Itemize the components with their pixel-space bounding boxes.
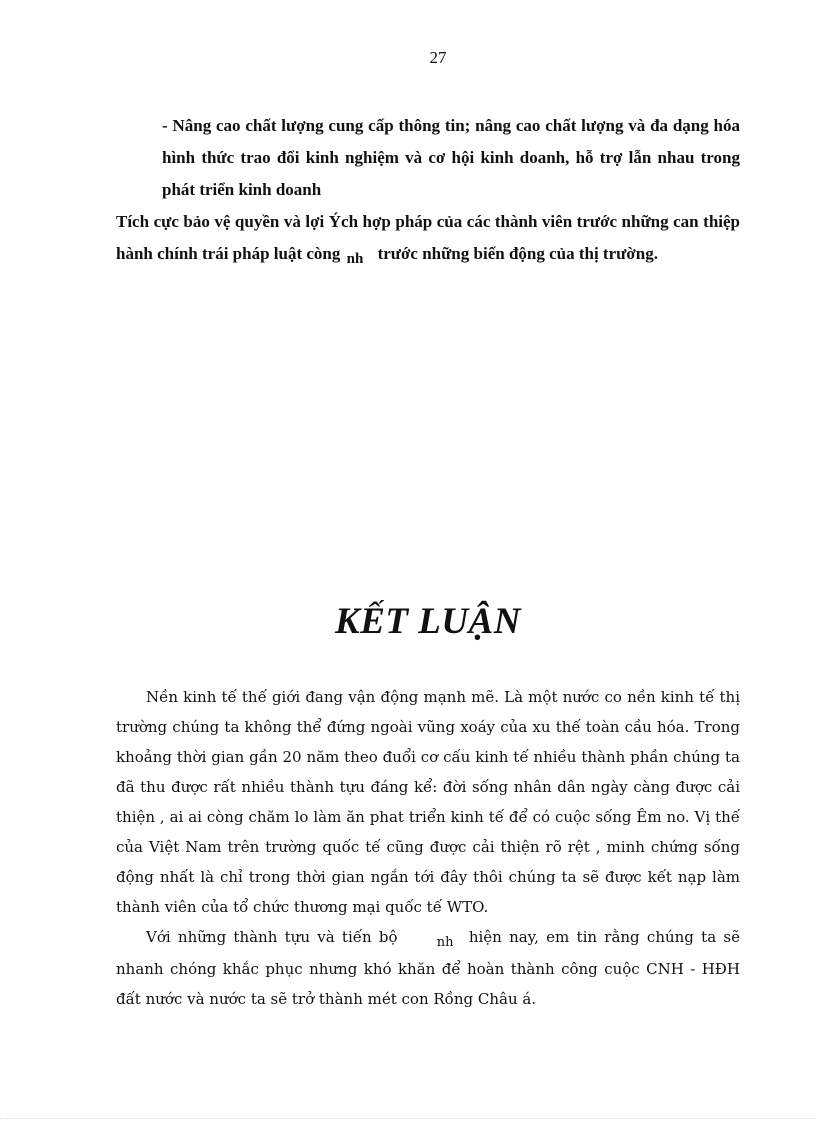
top-paragraph-2-text-before: Tích cực bảo vệ quyền và lợi Ých hợp pháp của các thành viên trước những can thiệp hành chính trái pháp luật còng	[116, 212, 740, 263]
top-paragraph-2	[116, 206, 740, 271]
conclusion-body	[116, 682, 740, 1014]
conclusion-paragraph-2-subscript: nh	[436, 935, 454, 950]
page-bottom-rule	[0, 1118, 816, 1119]
conclusion-paragraph-2-text-before: Với những thành tựu và tiến bộ	[146, 928, 398, 946]
top-paragraph-2-text-after: trước những biến động của thị trường.	[377, 244, 658, 263]
dash-paragraph-text: - Nâng cao chất lượng cung cấp thông tin; nâng cao chất lượng và đa dạng hóa hình thức trao đổi kinh nghiệm và cơ hội kinh doanh, hỗ trợ lẫn nhau trong phát triển kinh doanh	[162, 116, 740, 199]
conclusion-paragraph-1: Nền kinh tế thế giới đang vận động mạnh mẽ. Là một nước co nền kinh tế thị trường chúng ta không thể đứng ngoài vũng xoáy của xu thế toàn cầu hóa. Trong khoảng thời gian gần 20 năm theo đuổi cơ cấu kinh tế nhiều thành phần chúng ta đã thu được rất nhiều thành tựu đáng kể: đời sống nhân dân ngày càng được cải thiện , ai ai còng chăm lo làm ăn phat triển kinh tế để có cuộc sống Êm no. Vị thế của Việt Nam trên trường quốc tế cũng được cải thiện rõ rệt , minh chứng sống động nhất là chỉ trong thời gian ngắn tới đây thôi chúng ta sẽ được kết nạp làm thành viên của tổ chức thương mại quốc tế WTO.	[116, 688, 740, 916]
top-paragraph-1	[116, 110, 740, 206]
conclusion-paragraph-2	[116, 922, 740, 1014]
conclusion-paragraph-2-text-after: hiện nay, em tin rằng chúng ta sẽ nhanh chóng khắc phục nhưng khó khăn để hoàn thành công cuộc CNH - HĐH đất nước và nước ta sẽ trở thành mét con Rồng Châu á.	[116, 928, 740, 1008]
top-paragraph-2-subscript: nh	[346, 251, 364, 267]
conclusion-heading: KẾT LUẬN	[335, 601, 521, 642]
page-number: 27	[429, 48, 447, 67]
